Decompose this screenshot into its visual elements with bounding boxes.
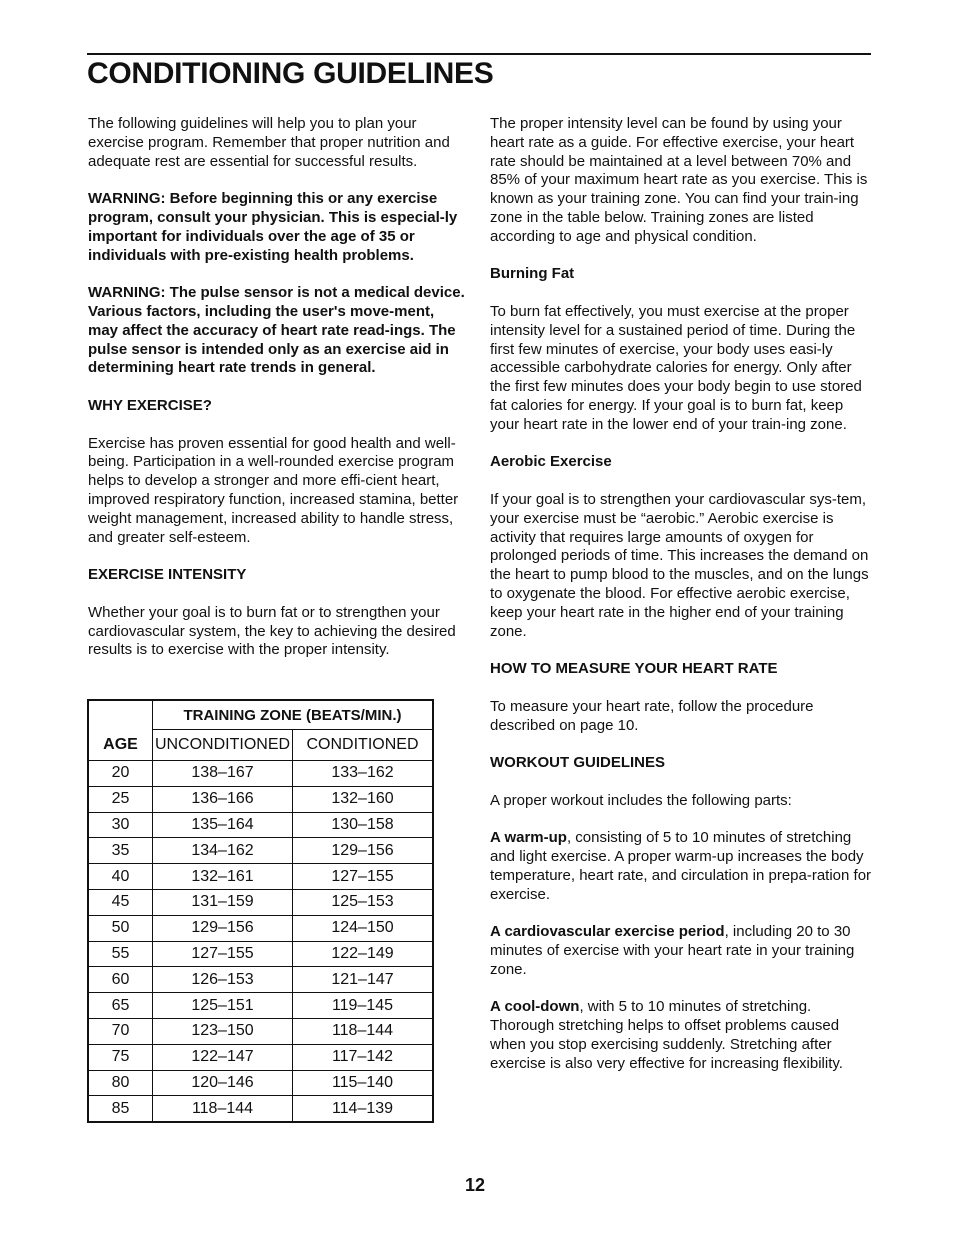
unconditioned-cell: 136–166: [153, 786, 293, 812]
age-header: AGE: [88, 730, 153, 761]
conditioned-cell: 115–140: [293, 1070, 434, 1096]
warm-up-text: , consisting of 5 to 10 minutes of stretching and light exercise. A proper warm-up increases the body temperature, heart rate, and circulation in prepa-ration for exercise.: [490, 829, 872, 903]
table-subheader-row: [88, 730, 433, 761]
age-cell: 80: [88, 1070, 153, 1096]
cardio-label: A cardiovascular exercise period: [490, 923, 725, 941]
conditioned-cell: 122–149: [293, 941, 434, 967]
table-row: [88, 915, 433, 941]
table-row: [88, 786, 433, 812]
age-cell: 55: [88, 941, 153, 967]
age-cell: 30: [88, 812, 153, 838]
training-zone-table: [87, 699, 434, 1123]
why-exercise-text: Exercise has proven essential for good health and well-being. Participation in a well-rounded exercise program helps to develop a stronger and more effi-cient heart, improved respiratory function, increased stamina, better weight management, increased ability to handle stress, and greater self-esteem.: [88, 434, 459, 546]
unconditioned-cell: 123–150: [153, 1018, 293, 1044]
table-row: [88, 941, 433, 967]
table-row: [88, 967, 433, 993]
intro-paragraph: The following guidelines will help you to plan your exercise program. Remember that proper nutrition and adequate rest are essential for successful results.: [88, 115, 450, 170]
conditioned-cell: 124–150: [293, 915, 434, 941]
unconditioned-cell: 129–156: [153, 915, 293, 941]
unconditioned-header: UNCONDITIONED: [153, 730, 293, 761]
aerobic-exercise-text: If your goal is to strengthen your cardiovascular sys-tem, your exercise must be “aerobic.” Aerobic exercise is activity that requires large amounts of oxygen for prolonged periods of time. This increases the demand on the heart to pump blood to the muscles, and on the lungs to oxygenate the blood. For effective aerobic exercise, keep your heart rate in the higher end of your training zone.: [490, 490, 869, 640]
warm-up-label: A warm-up: [490, 829, 567, 847]
conditioned-cell: 130–158: [293, 812, 434, 838]
conditioned-cell: 119–145: [293, 993, 434, 1019]
table-row: [88, 993, 433, 1019]
age-cell: 35: [88, 838, 153, 864]
page-number: 12: [465, 1175, 486, 1195]
training-zone-header: TRAINING ZONE (BEATS/MIN.): [153, 700, 434, 730]
age-cell: 65: [88, 993, 153, 1019]
warning-physician: WARNING: Before beginning this or any exercise program, consult your physician. This is especial-ly important for individuals over the age of 35 or individuals with pre-existing health problems.: [88, 190, 458, 264]
unconditioned-cell: 122–147: [153, 1044, 293, 1070]
table-row: [88, 1018, 433, 1044]
conditioned-cell: 127–155: [293, 864, 434, 890]
unconditioned-cell: 125–151: [153, 993, 293, 1019]
warm-up-paragraph: [490, 829, 872, 904]
cool-down-paragraph: [490, 998, 872, 1073]
page-title: CONDITIONING GUIDELINES: [87, 57, 494, 90]
title-rule: [87, 53, 871, 55]
burning-fat-text: To burn fat effectively, you must exercise at the proper intensity level for a sustained period of time. During the first few minutes of exercise, your body uses easi-ly accessible carbohydrate calories for energy. Only after the first few minutes does your body begin to use stored fat calories for energy. If your goal is to burn fat, keep your heart rate in the lower end of your train-ing zone.: [490, 302, 862, 433]
unconditioned-cell: 131–159: [153, 889, 293, 915]
unconditioned-cell: 138–167: [153, 761, 293, 787]
unconditioned-cell: 118–144: [153, 1096, 293, 1122]
right-column: [490, 115, 872, 1092]
age-cell: 70: [88, 1018, 153, 1044]
unconditioned-cell: 135–164: [153, 812, 293, 838]
unconditioned-cell: 134–162: [153, 838, 293, 864]
table-row: [88, 1070, 433, 1096]
table-row: [88, 761, 433, 787]
conditioned-cell: 129–156: [293, 838, 434, 864]
left-column: [88, 115, 468, 679]
age-cell: 60: [88, 967, 153, 993]
conditioned-cell: 118–144: [293, 1018, 434, 1044]
measure-heart-rate-heading: HOW TO MEASURE YOUR HEART RATE: [490, 660, 778, 678]
table-row: [88, 812, 433, 838]
aerobic-exercise-heading: Aerobic Exercise: [490, 453, 612, 471]
conditioned-cell: 125–153: [293, 889, 434, 915]
age-cell: 85: [88, 1096, 153, 1122]
table-row: [88, 864, 433, 890]
heart-rate-guide-text: The proper intensity level can be found by using your heart rate as a guide. For effective exercise, your heart rate should be maintained at a level between 70% and 85% of your maximum heart rate as you exercise. This is known as your training zone. You can find your train-ing zone in the table below. Training zones are listed according to age and physical condition.: [490, 115, 868, 245]
warning-pulse-sensor: WARNING: The pulse sensor is not a medical device. Various factors, including the user's move-ment, may affect the accuracy of heart rate read-ings. The pulse sensor is intended only as an exercise aid in determining heart rate trends in general.: [88, 284, 465, 377]
age-cell: 50: [88, 915, 153, 941]
table-row: [88, 1044, 433, 1070]
workout-guidelines-heading: WORKOUT GUIDELINES: [490, 754, 665, 772]
age-cell: 45: [88, 889, 153, 915]
why-exercise-heading: WHY EXERCISE?: [88, 396, 212, 414]
age-cell: 25: [88, 786, 153, 812]
cardio-paragraph: [490, 923, 872, 979]
unconditioned-cell: 126–153: [153, 967, 293, 993]
cool-down-text: , with 5 to 10 minutes of stretching. Thorough stretching helps to offset problems caused when you stop exercising suddenly. Stretching after exercise is also very effective for increasing flexibility.: [490, 998, 843, 1072]
age-cell: 40: [88, 864, 153, 890]
age-header-spacer: [88, 700, 153, 730]
age-cell: 75: [88, 1044, 153, 1070]
measure-heart-rate-text: To measure your heart rate, follow the procedure described on page 10.: [490, 697, 814, 734]
age-cell: 20: [88, 761, 153, 787]
exercise-intensity-text: Whether your goal is to burn fat or to strengthen your cardiovascular system, the key to achieving the desired results is to exercise with the proper intensity.: [88, 603, 456, 659]
cardio-text: , including 20 to 30 minutes of exercise with your heart rate in your training zone.: [490, 923, 855, 978]
table-header-row: [88, 700, 433, 730]
conditioned-cell: 121–147: [293, 967, 434, 993]
conditioned-header: CONDITIONED: [293, 730, 434, 761]
conditioned-cell: 132–160: [293, 786, 434, 812]
cool-down-label: A cool-down: [490, 998, 580, 1016]
training-zone-rows: [88, 761, 433, 1123]
workout-intro-text: A proper workout includes the following parts:: [490, 791, 792, 809]
table-row: [88, 838, 433, 864]
unconditioned-cell: 120–146: [153, 1070, 293, 1096]
conditioned-cell: 114–139: [293, 1096, 434, 1122]
unconditioned-cell: 132–161: [153, 864, 293, 890]
table-row: [88, 889, 433, 915]
conditioned-cell: 117–142: [293, 1044, 434, 1070]
conditioned-cell: 133–162: [293, 761, 434, 787]
exercise-intensity-heading: EXERCISE INTENSITY: [88, 566, 247, 584]
burning-fat-heading: Burning Fat: [490, 265, 575, 283]
table-row: [88, 1096, 433, 1122]
unconditioned-cell: 127–155: [153, 941, 293, 967]
